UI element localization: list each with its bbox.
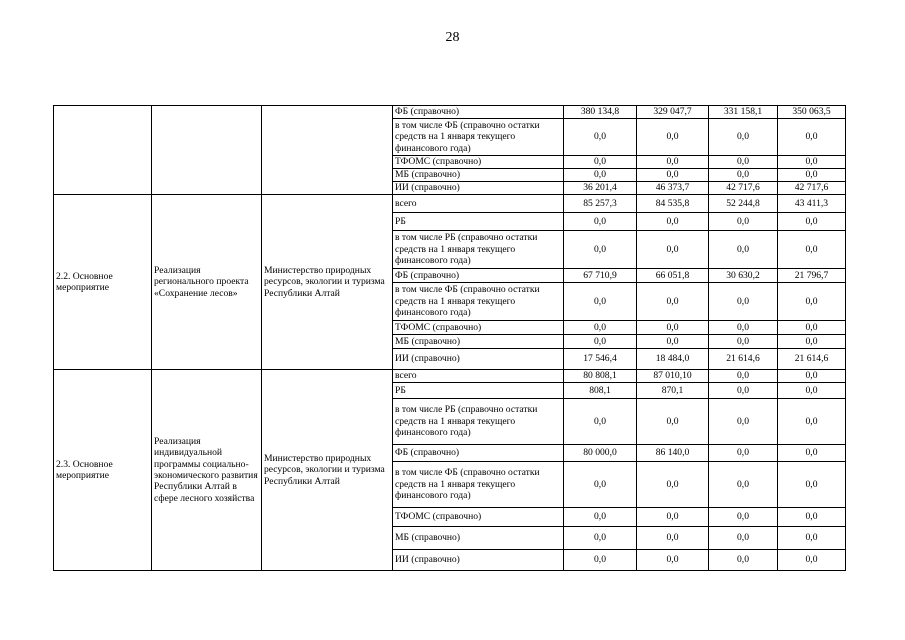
value-cell: 0,0 (778, 508, 846, 527)
funding-source: МБ (справочно) (393, 527, 564, 550)
value-cell: 30 630,2 (709, 269, 778, 283)
value-cell: 42 717,6 (778, 182, 846, 195)
value-cell: 0,0 (778, 383, 846, 399)
measure-executor: Министерство природных ресурсов, экологии и туризма Республики Алтай (262, 370, 393, 571)
table-row (54, 195, 846, 213)
value-cell: 21 796,7 (778, 269, 846, 283)
value-cell: 0,0 (709, 527, 778, 550)
value-cell: 0,0 (709, 399, 778, 445)
value-cell: 0,0 (637, 283, 709, 321)
value-cell: 0,0 (637, 231, 709, 269)
funding-source: ИИ (справочно) (393, 550, 564, 571)
table-row (54, 370, 846, 383)
funding-source: МБ (справочно) (393, 335, 564, 349)
funding-source: ФБ (справочно) (393, 106, 564, 119)
value-cell: 0,0 (778, 370, 846, 383)
value-cell: 331 158,1 (709, 106, 778, 119)
value-cell: 0,0 (709, 231, 778, 269)
value-cell: 80 808,1 (564, 370, 637, 383)
value-cell: 0,0 (778, 335, 846, 349)
value-cell: 43 411,3 (778, 195, 846, 213)
funding-source: в том числе РБ (справочно остатки средств на 1 января текущего финансового года) (393, 231, 564, 269)
value-cell: 46 373,7 (637, 182, 709, 195)
value-cell: 0,0 (778, 445, 846, 462)
value-cell: 0,0 (564, 231, 637, 269)
value-cell: 86 140,0 (637, 445, 709, 462)
value-cell: 17 546,4 (564, 349, 637, 370)
value-cell: 0,0 (778, 169, 846, 182)
value-cell: 870,1 (637, 383, 709, 399)
funding-source: в том числе РБ (справочно остатки средств на 1 января текущего финансового года) (393, 399, 564, 445)
value-cell: 0,0 (778, 321, 846, 335)
value-cell: 0,0 (709, 508, 778, 527)
value-cell: 0,0 (564, 399, 637, 445)
value-cell: 0,0 (637, 462, 709, 508)
value-cell: 0,0 (778, 550, 846, 571)
value-cell: 0,0 (564, 169, 637, 182)
value-cell: 0,0 (778, 156, 846, 169)
funding-source: РБ (393, 383, 564, 399)
funding-source: всего (393, 195, 564, 213)
value-cell: 18 484,0 (637, 349, 709, 370)
value-cell: 0,0 (778, 399, 846, 445)
value-cell: 85 257,3 (564, 195, 637, 213)
value-cell: 0,0 (778, 283, 846, 321)
funding-source: ТФОМС (справочно) (393, 321, 564, 335)
value-cell: 67 710,9 (564, 269, 637, 283)
value-cell: 0,0 (637, 335, 709, 349)
page-number: 28 (445, 30, 460, 45)
value-cell: 0,0 (709, 550, 778, 571)
value-cell: 21 614,6 (778, 349, 846, 370)
value-cell: 0,0 (778, 231, 846, 269)
measure-description-cell (152, 106, 262, 195)
value-cell: 21 614,6 (709, 349, 778, 370)
value-cell: 87 010,10 (637, 370, 709, 383)
value-cell: 80 000,0 (564, 445, 637, 462)
funding-source: ФБ (справочно) (393, 269, 564, 283)
value-cell: 0,0 (709, 283, 778, 321)
value-cell: 0,0 (637, 550, 709, 571)
value-cell: 0,0 (637, 527, 709, 550)
funding-source: всего (393, 370, 564, 383)
funding-source: ФБ (справочно) (393, 445, 564, 462)
funding-source: в том числе ФБ (справочно остатки средств на 1 января текущего финансового года) (393, 119, 564, 156)
value-cell: 0,0 (564, 321, 637, 335)
funding-source: в том числе ФБ (справочно остатки средств на 1 января текущего финансового года) (393, 283, 564, 321)
value-cell: 0,0 (709, 321, 778, 335)
value-cell: 84 535,8 (637, 195, 709, 213)
table-row (54, 106, 846, 119)
funding-source: ТФОМС (справочно) (393, 508, 564, 527)
value-cell: 0,0 (637, 213, 709, 231)
value-cell: 52 244,8 (709, 195, 778, 213)
value-cell: 0,0 (564, 527, 637, 550)
value-cell: 0,0 (637, 119, 709, 156)
value-cell: 0,0 (637, 169, 709, 182)
value-cell: 0,0 (778, 119, 846, 156)
measure-description: Реализация регионального проекта «Сохранение лесов» (152, 195, 262, 370)
value-cell: 66 051,8 (637, 269, 709, 283)
value-cell: 380 134,8 (564, 106, 637, 119)
value-cell: 0,0 (637, 508, 709, 527)
value-cell: 36 201,4 (564, 182, 637, 195)
funding-source: ИИ (справочно) (393, 182, 564, 195)
value-cell: 0,0 (709, 370, 778, 383)
measure-description: Реализация индивидуальной программы социально-экономического развития Республики Алтай в сфере лесного хозяйства (152, 370, 262, 571)
value-cell: 0,0 (564, 335, 637, 349)
funding-source: МБ (справочно) (393, 169, 564, 182)
value-cell: 0,0 (709, 383, 778, 399)
value-cell: 0,0 (778, 527, 846, 550)
value-cell: 0,0 (778, 213, 846, 231)
value-cell: 0,0 (637, 321, 709, 335)
value-cell: 0,0 (709, 119, 778, 156)
value-cell: 0,0 (564, 462, 637, 508)
value-cell: 0,0 (564, 508, 637, 527)
funding-source: ИИ (справочно) (393, 349, 564, 370)
value-cell: 808,1 (564, 383, 637, 399)
value-cell: 350 063,5 (778, 106, 846, 119)
value-cell: 0,0 (564, 156, 637, 169)
measure-code-cell (54, 106, 152, 195)
value-cell: 0,0 (564, 550, 637, 571)
value-cell: 329 047,7 (637, 106, 709, 119)
value-cell: 0,0 (637, 399, 709, 445)
funding-source: ТФОМС (справочно) (393, 156, 564, 169)
value-cell: 0,0 (709, 213, 778, 231)
measure-executor: Министерство природных ресурсов, экологии и туризма Республики Алтай (262, 195, 393, 370)
value-cell: 0,0 (709, 335, 778, 349)
value-cell: 0,0 (778, 462, 846, 508)
measure-executor-cell (262, 106, 393, 195)
funding-source: в том числе ФБ (справочно остатки средств на 1 января текущего финансового года) (393, 462, 564, 508)
value-cell: 42 717,6 (709, 182, 778, 195)
value-cell: 0,0 (709, 462, 778, 508)
value-cell: 0,0 (564, 119, 637, 156)
value-cell: 0,0 (709, 169, 778, 182)
funding-table (53, 105, 846, 571)
value-cell: 0,0 (564, 283, 637, 321)
value-cell: 0,0 (709, 156, 778, 169)
value-cell: 0,0 (637, 156, 709, 169)
measure-code: 2.3. Основное мероприятие (54, 370, 152, 571)
measure-code: 2.2. Основное мероприятие (54, 195, 152, 370)
funding-source: РБ (393, 213, 564, 231)
value-cell: 0,0 (564, 213, 637, 231)
value-cell: 0,0 (709, 445, 778, 462)
